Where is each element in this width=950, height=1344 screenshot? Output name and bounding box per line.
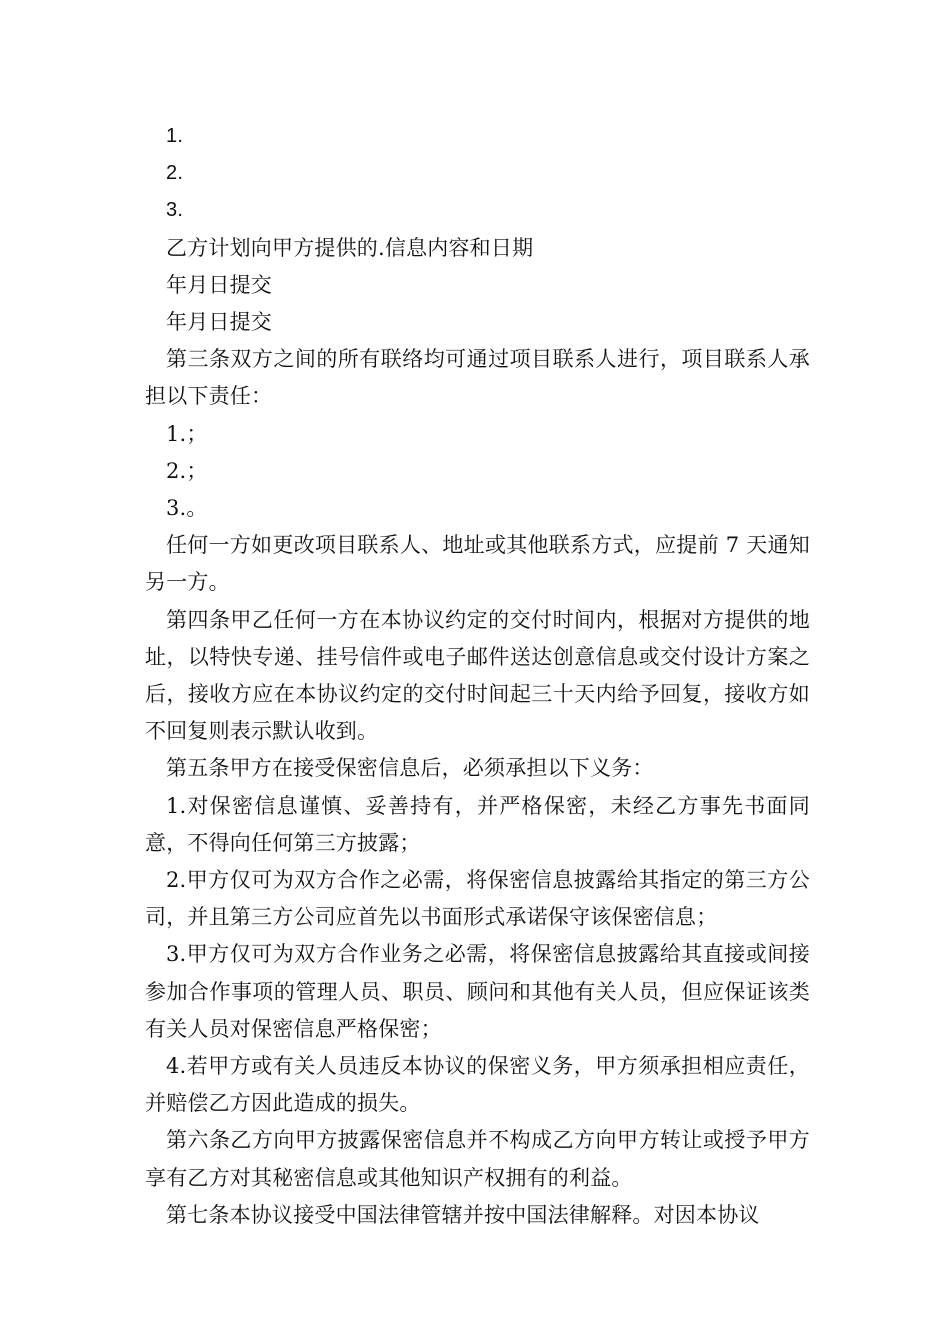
contact-duty-3: 3.。 xyxy=(166,496,208,521)
document-body xyxy=(145,118,810,1234)
contact-duty-2: 2.； xyxy=(166,458,208,483)
obligation-2: 2.甲方仅可为双方合作之必需，将保密信息披露给其指定的第三方公司，并且第三方公司应首先以书面形式承诺保守该保密信息； xyxy=(145,868,810,930)
obligation-3: 3.甲方仅可为双方合作业务之必需，将保密信息披露给其直接或间接参加合作事项的管理人员、职员、顾问和其他有关人员，但应保证该类有关人员对保密信息严格保密； xyxy=(145,942,810,1041)
submit-date-line: 年月日提交 xyxy=(166,272,272,297)
contact-duty-1: 1.； xyxy=(166,421,208,446)
obligation-4: 4.若甲方或有关人员违反本协议的保密义务，甲方须承担相应责任，并赔偿乙方因此造成的损失。 xyxy=(145,1054,810,1116)
list-item-2: 2. xyxy=(166,162,184,185)
obligation-1: 1.对保密信息谨慎、妥善持有，并严格保密，未经乙方事先书面同意，不得向任何第三方披露； xyxy=(145,793,810,855)
article-3-paragraph: 第三条双方之间的所有联络均可通过项目联系人进行，项目联系人承担以下责任： xyxy=(145,347,810,409)
info-plan-heading: 乙方计划向甲方提供的.信息内容和日期 xyxy=(166,235,534,260)
article-7-paragraph: 第七条本协议接受中国法律管辖并按中国法律解释。对因本协议 xyxy=(166,1202,760,1227)
article-5-paragraph: 第五条甲方在接受保密信息后，必须承担以下义务： xyxy=(166,756,654,781)
change-notice-paragraph: 任何一方如更改项目联系人、地址或其他联系方式，应提前 7 天通知另一方。 xyxy=(145,533,810,595)
list-item-1: 1. xyxy=(166,125,184,147)
article-6-paragraph: 第六条乙方向甲方披露保密信息并不构成乙方向甲方转让或授予甲方享有乙方对其秘密信息或其他知识产权拥有的利益。 xyxy=(145,1128,810,1190)
submit-date-line: 年月日提交 xyxy=(166,310,272,335)
list-item-3: 3. xyxy=(166,199,184,222)
article-4-paragraph: 第四条甲乙任何一方在本协议约定的交付时间内，根据对方提供的地址，以特快专递、挂号信件或电子邮件送达创意信息或交付设计方案之后，接收方应在本协议约定的交付时间起三十天内给予回复，接收方如不回复则表示默认收到。 xyxy=(145,607,810,744)
